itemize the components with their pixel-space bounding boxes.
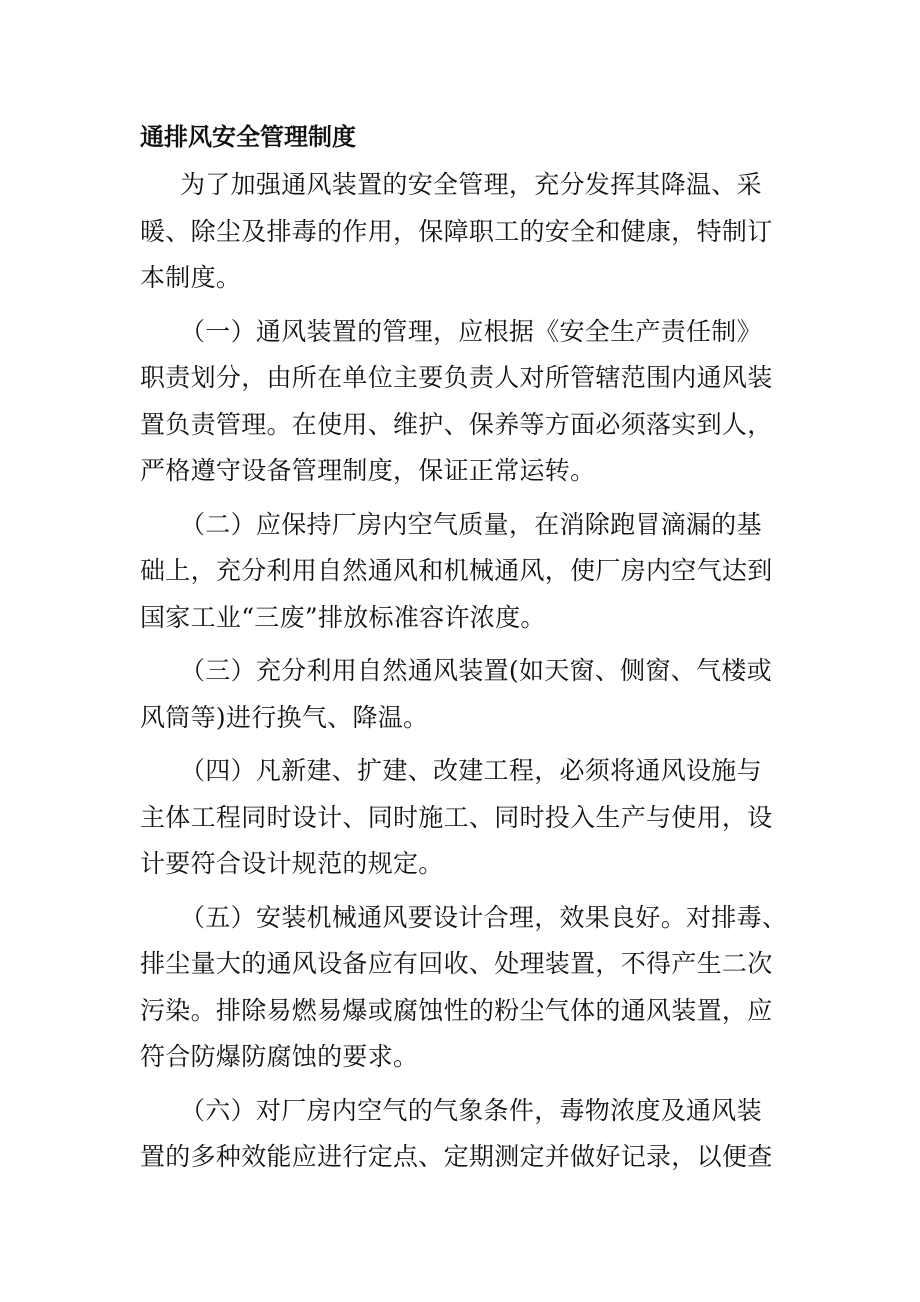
paragraph-line: 置负责管理。在使用、维护、保养等方面必须落实到人， bbox=[140, 409, 773, 439]
paragraph bbox=[140, 1088, 780, 1181]
paragraph-line: 础上，充分利用自然通风和机械通风，使厂房内空气达到 bbox=[140, 556, 773, 585]
paragraph-line: 排尘量大的通风设备应有回收、处理装置，不得产生二次 bbox=[140, 949, 773, 978]
paragraph bbox=[140, 648, 780, 741]
paragraph bbox=[140, 748, 780, 888]
document-title: 通排风安全管理制度 bbox=[140, 123, 356, 151]
paragraph-line: 置的多种效能应进行定点、定期测定并做好记录，以便查 bbox=[140, 1142, 773, 1171]
paragraph bbox=[140, 309, 780, 495]
paragraph-line: （一）通风装置的管理，应根据《安全生产责任制》 bbox=[180, 316, 762, 346]
paragraph-line: （六）对厂房内空气的气象条件，毒物浓度及通风装 bbox=[180, 1095, 762, 1125]
paragraph-line: 计要符合设计规范的规定。 bbox=[140, 849, 444, 878]
paragraph-line: 主体工程同时设计、同时施工、同时投入生产与使用，设 bbox=[140, 802, 773, 832]
paragraph-line: 风筒等)进行换气、降温。 bbox=[140, 702, 429, 732]
paragraph-line: （五）安装机械通风要设计合理，效果良好。对排毒、 bbox=[180, 902, 788, 932]
paragraph-line: 暖、除尘及排毒的作用，保障职工的安全和健康，特制订 bbox=[140, 216, 773, 246]
paragraph bbox=[140, 162, 780, 302]
paragraph-line: 为了加强通风装置的安全管理，充分发挥其降温、采 bbox=[180, 170, 762, 199]
paragraph-line: （四）凡新建、扩建、改建工程，必须将通风设施与 bbox=[180, 756, 762, 785]
paragraph-line: 职责划分，由所在单位主要负责人对所管辖范围内通风装 bbox=[140, 363, 773, 392]
paragraph-line: 本制度。 bbox=[140, 263, 242, 292]
paragraph-line: （三）充分利用自然通风装置(如天窗、侧窗、气楼或 bbox=[180, 656, 772, 685]
document-body bbox=[140, 162, 788, 1181]
paragraph-line: 符合防爆防腐蚀的要求。 bbox=[140, 1042, 419, 1071]
paragraph-line: （二）应保持厂房内空气质量，在消除跑冒滴漏的基 bbox=[180, 509, 762, 539]
paragraph-line: 严格遵守设备管理制度，保证正常运转。 bbox=[140, 456, 596, 485]
paragraph-line: 污染。排除易燃易爆或腐蚀性的粉尘气体的通风装置，应 bbox=[140, 995, 773, 1025]
paragraph-line: 国家工业“三废”排放标准容许浓度。 bbox=[140, 602, 546, 632]
paragraph bbox=[140, 502, 780, 642]
document-page bbox=[140, 114, 788, 1188]
paragraph bbox=[140, 895, 788, 1081]
